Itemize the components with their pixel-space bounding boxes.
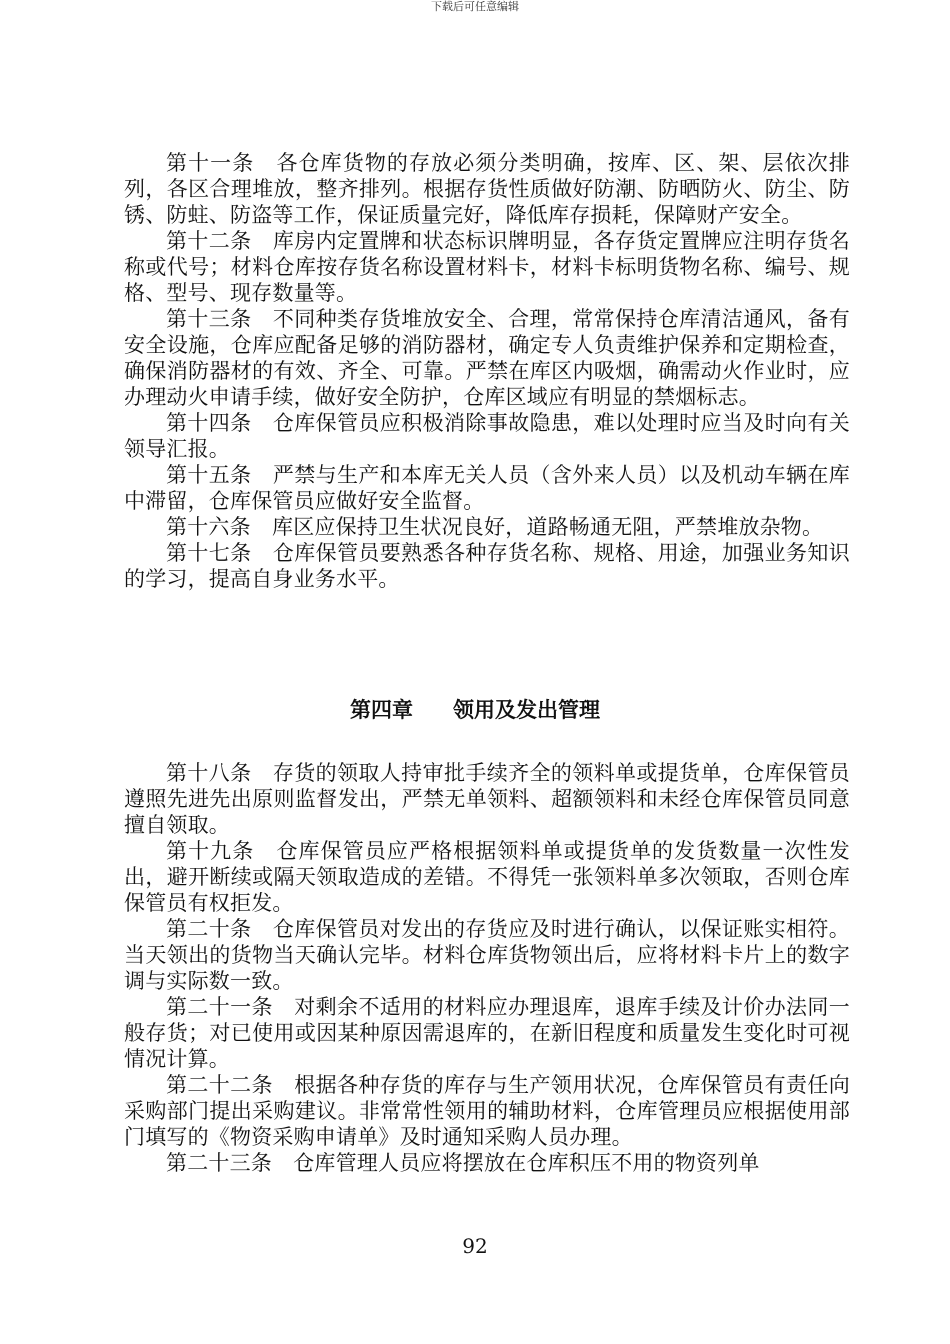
article-15: 第十五条 严禁与生产和本库无关人员（含外来人员）以及机动车辆在库中滞留，仓库保管员应做好安全监督。	[124, 463, 850, 513]
article-section-storage	[124, 150, 850, 658]
article-20: 第二十条 仓库保管员对发出的存货应及时进行确认，以保证账实相符。当天领出的货物当天确认完毕。材料仓库货物领出后，应将材料卡片上的数字调与实际数一致。	[124, 917, 850, 993]
article-11: 第十一条 各仓库货物的存放必须分类明确，按库、区、架、层依次排列，各区合理堆放，整齐排列。根据存货性质做好防潮、防晒防火、防尘、防锈、防蛀、防盗等工作，保证质量完好，降低库存损耗，保障财产安全。	[124, 151, 850, 227]
article-17: 第十七条 仓库保管员要熟悉各种存货名称、规格、用途，加强业务知识的学习，提高自身业务水平。	[124, 541, 850, 591]
page-header: 下载后可任意编辑	[431, 0, 519, 13]
article-18: 第十八条 存货的领取人持审批手续齐全的领料单或提货单，仓库保管员遵照先进先出原则监督发出，严禁无单领料、超额领料和未经仓库保管员同意擅自领取。	[124, 761, 850, 837]
page-number: 92	[462, 1234, 488, 1258]
article-21: 第二十一条 对剩余不适用的材料应办理退库，退库手续及计价办法同一般存货；对已使用或因某种原因需退库的，在新旧程度和质量发生变化时可视情况计算。	[124, 995, 850, 1071]
article-23: 第二十三条 仓库管理人员应将摆放在仓库积压不用的物资列单	[166, 1151, 760, 1175]
article-section-issuing	[124, 760, 850, 1176]
chapter-heading	[0, 696, 950, 724]
article-13: 第十三条 不同种类存货堆放安全、合理，常常保持仓库清洁通风，备有安全设施，仓库应配备足够的消防器材，确定专人负责维护保养和定期检查，确保消防器材的有效、齐全、可靠。严禁在库区内吸烟，确需动火作业时，应办理动火申请手续，做好安全防护，仓库区域应有明显的禁烟标志。	[124, 307, 850, 409]
chapter-title: 领用及发出管理	[453, 698, 600, 722]
article-22: 第二十二条 根据各种存货的库存与生产领用状况，仓库保管员有责任向采购部门提出采购建议。非常常性领用的辅助材料，仓库管理员应根据使用部门填写的《物资采购申请单》及时通知采购人员办理。	[124, 1073, 850, 1149]
article-12: 第十二条 库房内定置牌和状态标识牌明显，各存货定置牌应注明存货名称或代号；材料仓库按存货名称设置材料卡，材料卡标明货物名称、编号、规格、型号、现存数量等。	[124, 229, 850, 305]
chapter-number: 第四章	[350, 698, 413, 722]
article-16: 第十六条 库区应保持卫生状况良好，道路畅通无阻，严禁堆放杂物。	[166, 515, 824, 539]
article-14: 第十四条 仓库保管员应积极消除事故隐患，难以处理时应当及时向有关领导汇报。	[124, 411, 850, 461]
article-19: 第十九条 仓库保管员应严格根据领料单或提货单的发货数量一次性发出，避开断续或隔天领取造成的差错。不得凭一张领料单多次领取，否则仓库保管员有权拒发。	[124, 839, 850, 915]
